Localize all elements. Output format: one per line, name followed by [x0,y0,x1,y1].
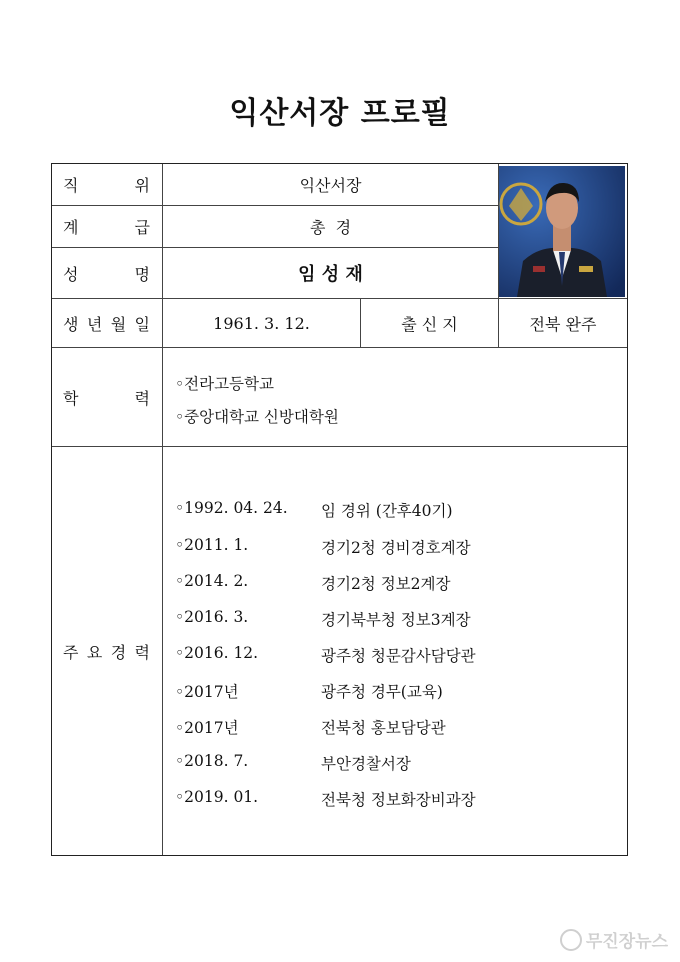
portrait-photo [499,166,625,297]
education-item: ◦중앙대학교 신방대학원 [175,408,339,426]
career-role: 전북청 정보화장비과장 [321,791,476,809]
education-label [52,348,162,446]
career-role: 경기북부청 정보3계장 [321,611,471,629]
label-char: 생 [63,314,79,334]
watermark-text: 무진장뉴스 [585,932,668,952]
career-role: 광주청 청문감사담당관 [321,647,476,665]
career-role: 부안경찰서장 [321,755,411,773]
career-date: ◦2018. 7. [175,752,249,770]
career-role: 경기2청 경비경호계장 [321,539,471,557]
label-char: 력 [134,642,150,662]
career-date: ◦2017년 [175,719,239,737]
career-role: 광주청 경무(교육) [321,683,443,701]
name-label [52,248,162,298]
career-role: 임 경위 (간후40기) [321,502,453,520]
rank-value: 총 경 [309,218,352,237]
career-role: 경기2청 정보2계장 [321,575,451,593]
label-char: 성 [63,264,79,284]
position-value: 익산서장 [299,176,362,195]
origin-value: 전북 완주 [529,314,597,334]
career-date: ◦2019. 01. [175,788,259,806]
name-value: 임 성 재 [298,264,363,285]
career-date: ◦2011. 1. [175,536,249,554]
career-date: ◦2016. 12. [175,644,259,662]
label-char: 일 [134,314,150,334]
birth-value: 1961. 3. 12. [213,313,310,333]
label-char: 년 [86,314,103,334]
career-date: ◦2014. 2. [175,572,249,590]
label-char: 주 [63,642,79,662]
position-label [52,164,162,205]
education-item: ◦전라고등학교 [175,375,274,393]
career-date: ◦2016. 3. [175,608,249,626]
brand-logo-icon [560,929,582,951]
rank-label [52,206,162,247]
origin-label: 출 신 지 [401,314,458,334]
label-char: 급 [134,218,150,237]
label-char: 학 [63,388,79,408]
career-label [52,447,162,855]
career-date: ◦1992. 04. 24. [175,499,288,517]
label-char: 위 [134,176,150,195]
label-char: 력 [134,388,150,408]
label-char: 월 [110,314,127,334]
label-char: 요 [86,642,103,662]
career-role: 전북청 홍보담당관 [321,719,446,737]
watermark [560,927,668,952]
career-date: ◦2017년 [175,683,239,701]
portrait-photo-icon [499,166,625,297]
label-char: 계 [63,218,79,237]
label-char: 직 [63,176,79,195]
label-char: 경 [110,642,127,662]
birth-label [52,299,162,347]
label-char: 명 [134,264,150,284]
page-title: 익산서장 프로필 [229,96,451,131]
